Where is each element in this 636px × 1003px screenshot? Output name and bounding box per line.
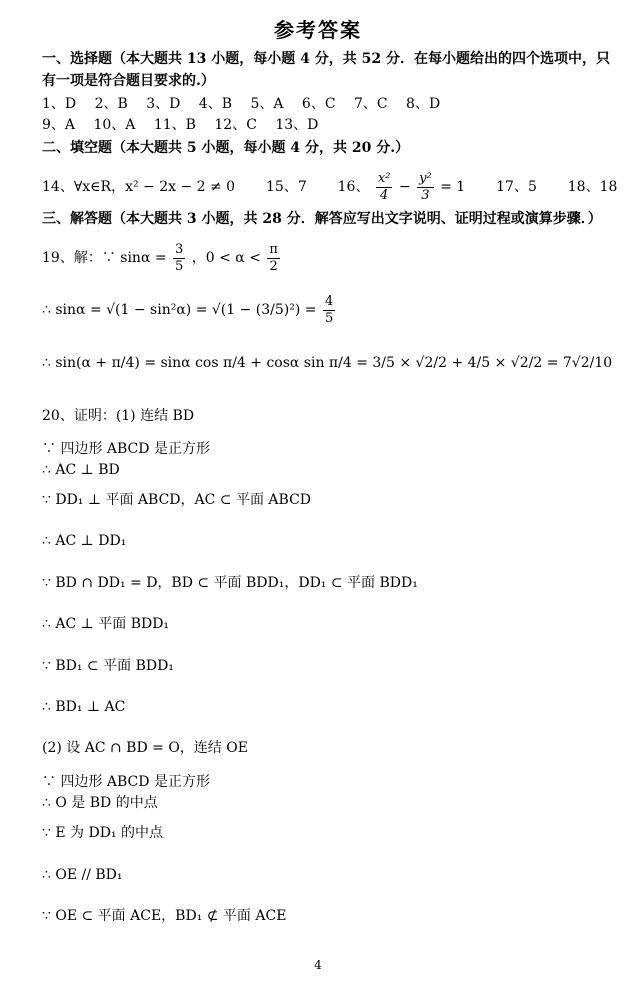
q16-minus: − (398, 179, 411, 195)
q16-rhs: = 1 (440, 179, 466, 195)
q19-given-sin: 19、解：∵ sinα = (42, 250, 167, 266)
q20-line-14: ∵ OE ⊂ 平面 ACE，BD₁ ⊄ 平面 ACE (42, 908, 287, 924)
q20-line-13: ∴ OE // BD₁ (42, 867, 123, 883)
q19-frac-3-5 (173, 242, 185, 275)
q19-frac-4-5 (323, 294, 335, 327)
q19-frac-num: 3 (175, 241, 184, 257)
section1-heading-cont: 有一项是符合题目要求的.） (42, 73, 215, 89)
q19-frac2-num: 4 (324, 293, 334, 309)
mc-answers-row2: 9、A 10、A 11、B 12、C 13、D (42, 117, 319, 133)
q20-line-8: ∴ BD₁ ⊥ AC (42, 699, 126, 715)
q19-frac2-den: 5 (324, 310, 334, 326)
q16-frac-x (376, 171, 393, 204)
section2-heading: 二、填空题（本大题共 5 小题，每小题 4 分，共 20 分.） (42, 140, 410, 156)
q19-sin-derivation: ∴ sinα = √(1 − sin²α) = √(1 − (3/5)²) = (42, 302, 317, 318)
fill-in-answers (42, 170, 617, 204)
q16-label: 16、 (337, 179, 370, 195)
q19-line3: ∴ sin(α + π/4) = sinα cos π/4 + cosα sin π/4 = 3/5 × √2/2 + 4/5 × √2/2 = 7√2/10 (42, 355, 613, 371)
q19-range: ，0 < α < (191, 250, 261, 266)
q20-line-1: ∵ 四边形 ABCD 是正方形 (42, 441, 210, 457)
mc-answers-row1: 1、D 2、B 3、D 4、B 5、A 6、C 7、C 8、D (42, 96, 441, 112)
q20-line-12: ∵ E 为 DD₁ 的中点 (42, 825, 163, 841)
q19-frac-den: 5 (175, 258, 184, 274)
q16-frac-x-num: x² (377, 170, 391, 186)
q18-answer: 18、18 (567, 179, 618, 195)
q20-line-10: ∵ 四边形 ABCD 是正方形 (42, 774, 210, 790)
q16-frac-y (417, 171, 434, 204)
q20-line-7: ∵ BD₁ ⊂ 平面 BDD₁ (42, 658, 174, 674)
q19-line1 (42, 240, 282, 276)
q19-pi-num: π (269, 241, 278, 257)
q19-frac-pi-2 (267, 242, 280, 275)
section3-heading: 三、解答题（本大题共 3 小题，共 28 分．解答应写出文字说明、证明过程或演算步骤．） (42, 211, 602, 227)
page-title: 参考答案 (274, 18, 362, 42)
q16-frac-y-num: y² (419, 170, 432, 186)
q20-line-5: ∵ BD ∩ DD₁ = D，BD ⊂ 平面 BDD₁，DD₁ ⊂ 平面 BDD₁ (42, 575, 418, 591)
q20-line-6: ∴ AC ⊥ 平面 BDD₁ (42, 616, 170, 632)
q19-line2 (42, 292, 337, 328)
q20-line-2: ∴ AC ⊥ BD (42, 462, 120, 478)
q19-pi-den: 2 (269, 258, 278, 274)
q15-answer: 15、7 (266, 179, 307, 195)
q20-line-4: ∴ AC ⊥ DD₁ (42, 533, 127, 549)
page-number: 4 (314, 958, 322, 972)
q20-line-9: (2) 设 AC ∩ BD = O，连结 OE (42, 740, 248, 756)
q20-line-0: 20、证明：(1) 连结 BD (42, 408, 195, 424)
q20-line-3: ∵ DD₁ ⊥ 平面 ABCD，AC ⊂ 平面 ABCD (42, 492, 312, 508)
q14-answer: 14、∀x∈R，x² − 2x − 2 ≠ 0 (42, 179, 236, 195)
q20-line-11: ∴ O 是 BD 的中点 (42, 795, 158, 811)
q17-answer: 17、5 (496, 179, 537, 195)
section1-heading: 一、选择题（本大题共 13 小题，每小题 4 分，共 52 分．在每小题给出的四个选项中，只 (42, 51, 610, 67)
q16-frac-y-den: 3 (421, 187, 430, 203)
q16-frac-x-den: 4 (380, 187, 389, 203)
